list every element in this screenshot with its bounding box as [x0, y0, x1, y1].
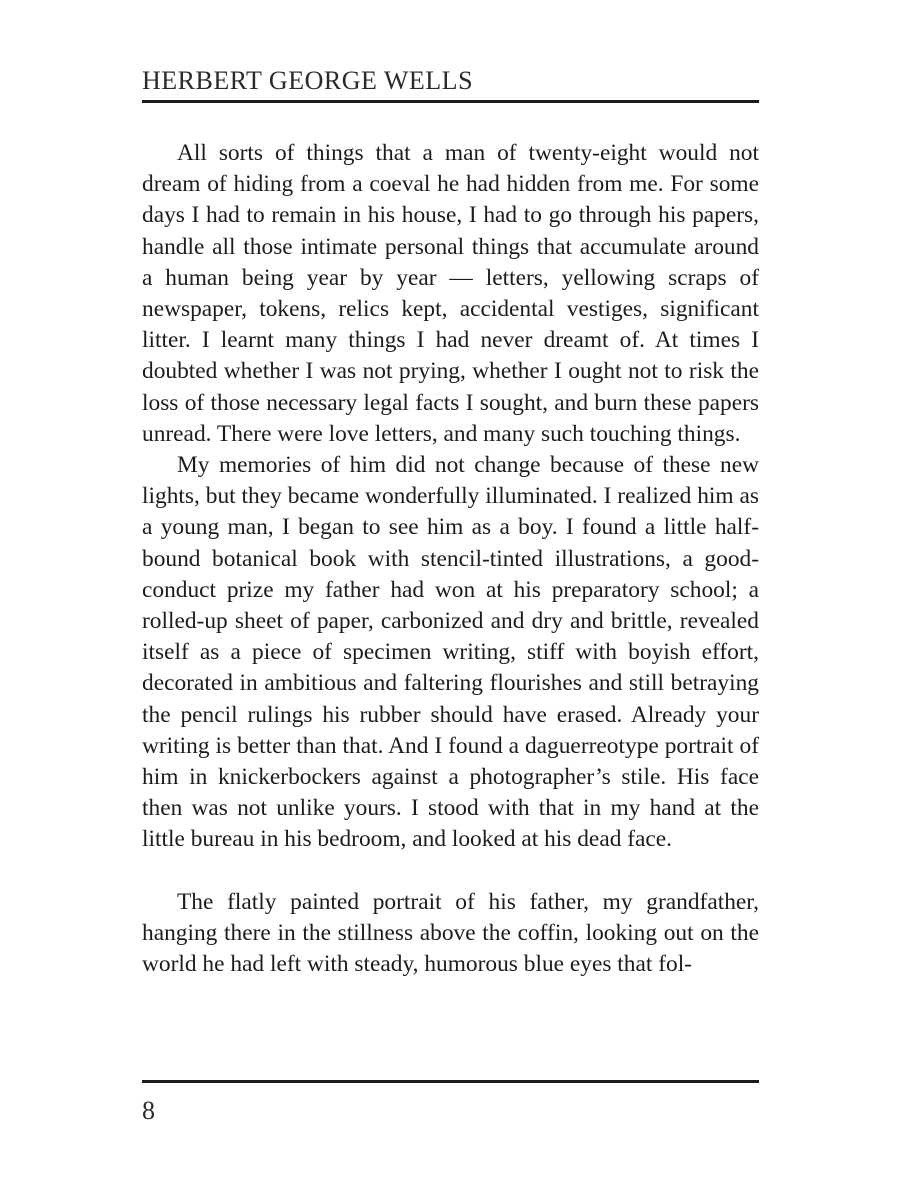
paragraph-2: My memories of him did not change because of these new lights, but they became wonderfully illuminated. I realized him as a young man, I began to see him as a boy. I found a little half-bound botanical book with stencil-tinted illustrations, a good-conduct prize my father had won at his preparatory school; a rolled-up sheet of paper, carbonized and dry and brittle, revealed itself as a piece of specimen writing, stiff with boyish effort, decorated in ambitious and faltering flourishes and still betraying the pencil rulings his rubber should have erased. Already your writing is better than that. And I found a daguerreotype portrait of him in knickerbockers against a photographer’s stile. His face then was not unlike yours. I stood with that in my hand at the little bureau in his bedroom, and looked at his dead face.: [142, 452, 759, 853]
header-rule: [142, 100, 759, 103]
paragraph-3: The flatly painted portrait of his father, my grandfather, hanging there in the stillness above the coffin, looking out on the world he had left with steady, humorous blue eyes that fol-: [142, 888, 759, 978]
body-text: [142, 138, 759, 980]
paragraph-1: All sorts of things that a man of twenty-eight would not dream of hiding from a coeval he had hidden from me. For some days I had to remain in his house, I had to go through his papers, handle all those intimate personal things that accumulate around a human being year by year — letters, yellowing scraps of newspaper, tokens, relics kept, accidental vestiges, significant litter. I learnt many things I had never dreamt of. At times I doubted whether I was not prying, whether I ought not to risk the loss of those necessary legal facts I sought, and burn these papers unread. There were love letters, and many such touching things.: [142, 140, 759, 447]
footer-rule: [142, 1080, 759, 1083]
running-head-title: HERBERT GEORGE WELLS: [142, 66, 474, 95]
page-number: 8: [142, 1096, 155, 1125]
